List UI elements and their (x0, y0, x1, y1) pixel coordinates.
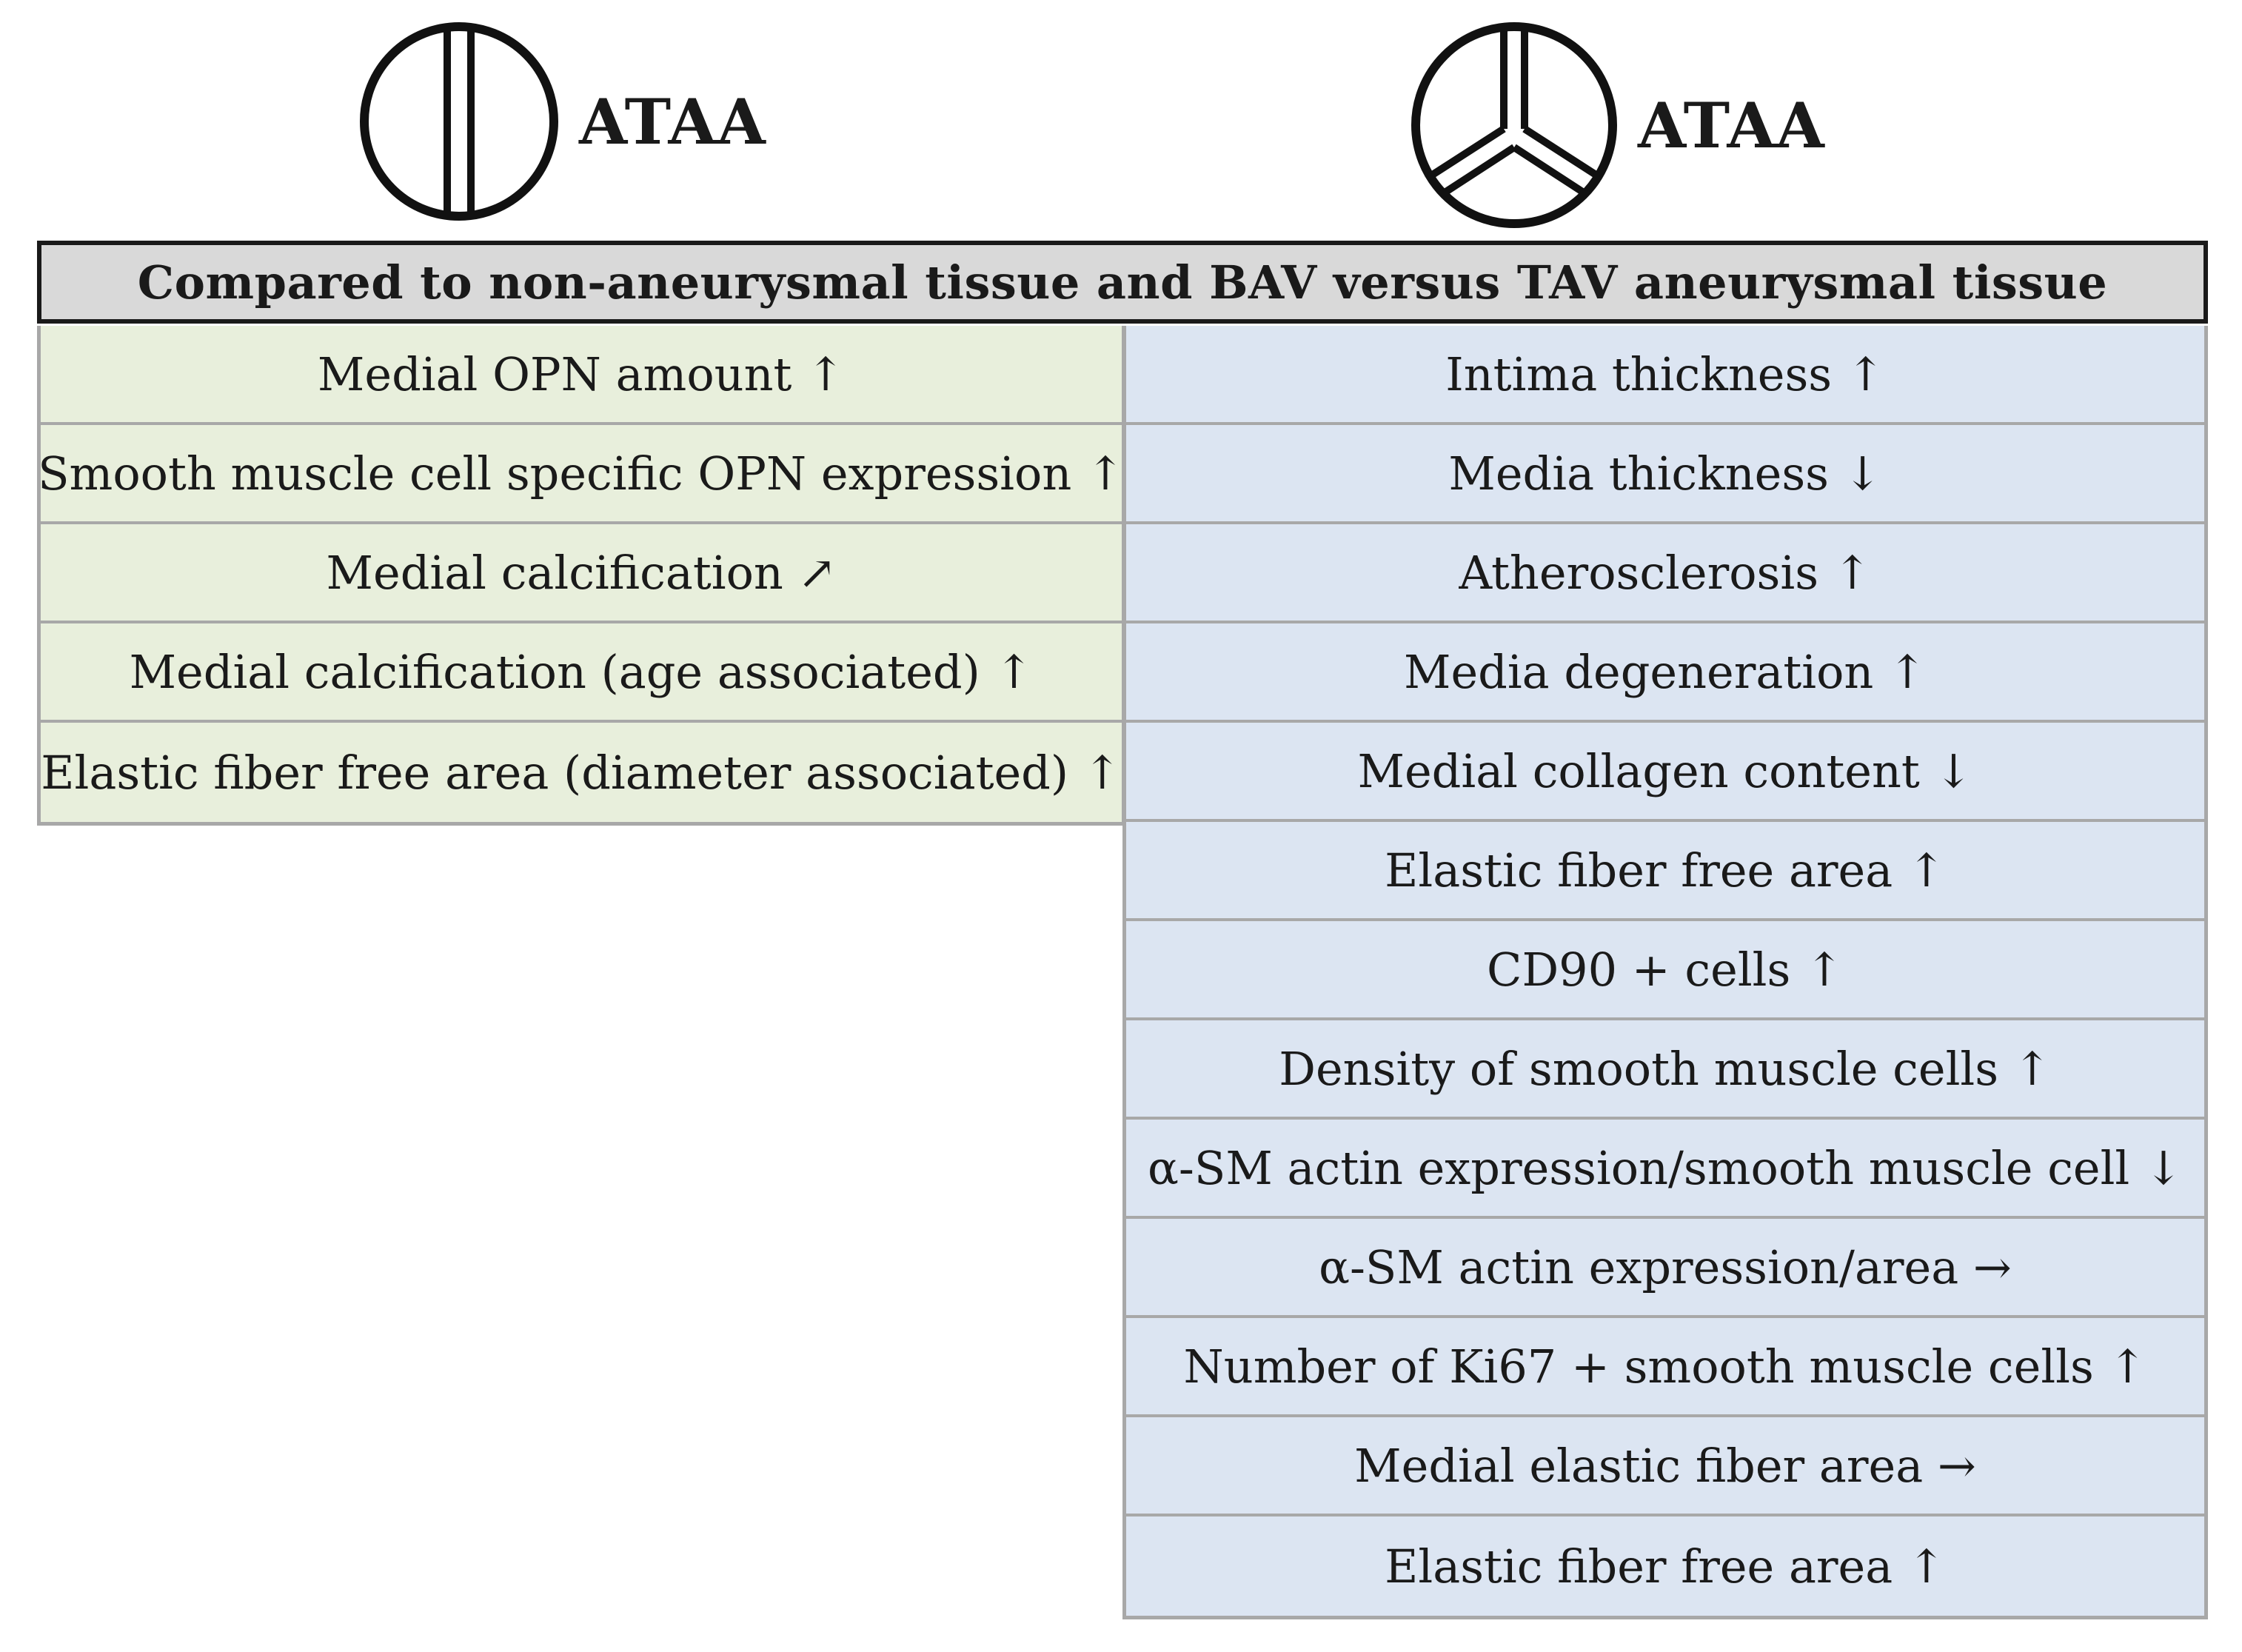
bicuspid-valve-icon (355, 18, 563, 225)
bav-label: ATAA (579, 84, 766, 158)
table-row: α-SM actin expression/smooth muscle cell ↓ (1126, 1120, 2204, 1219)
bav-findings-column (37, 326, 1125, 826)
table-row: Smooth muscle cell specific OPN expression ↑ (41, 425, 1122, 524)
table-row: α-SM actin expression/area → (1126, 1219, 2204, 1318)
table-row: Intima thickness ↑ (1126, 326, 2204, 425)
table-row: Atherosclerosis ↑ (1126, 524, 2204, 623)
table-row: Medial OPN amount ↑ (41, 326, 1122, 425)
table-row: Medial collagen content ↓ (1126, 723, 2204, 822)
bav-header (355, 18, 766, 225)
table-row: Number of Ki67 + smooth muscle cells ↑ (1126, 1318, 2204, 1417)
tav-findings-column (1122, 326, 2208, 1619)
table-row: CD90 + cells ↑ (1126, 921, 2204, 1020)
table-row: Elastic fiber free area (diameter associated) ↑ (41, 723, 1122, 822)
table-row: Elastic fiber free area ↑ (1126, 822, 2204, 921)
table-row: Medial calcification (age associated) ↑ (41, 623, 1122, 723)
table-row: Medial elastic fiber area → (1126, 1417, 2204, 1516)
table-row: Elastic fiber free area ↑ (1126, 1516, 2204, 1616)
table-row: Media thickness ↓ (1126, 425, 2204, 524)
tricuspid-valve-icon (1407, 18, 1622, 233)
table-row: Density of smooth muscle cells ↑ (1126, 1020, 2204, 1120)
tav-header (1407, 18, 1825, 233)
table-title: Compared to non-aneurysmal tissue and BAV versus TAV aneurysmal tissue (37, 241, 2208, 324)
table-row: Media degeneration ↑ (1126, 623, 2204, 723)
tav-label: ATAA (1638, 88, 1825, 162)
table-row: Medial calcification ↗ (41, 524, 1122, 623)
